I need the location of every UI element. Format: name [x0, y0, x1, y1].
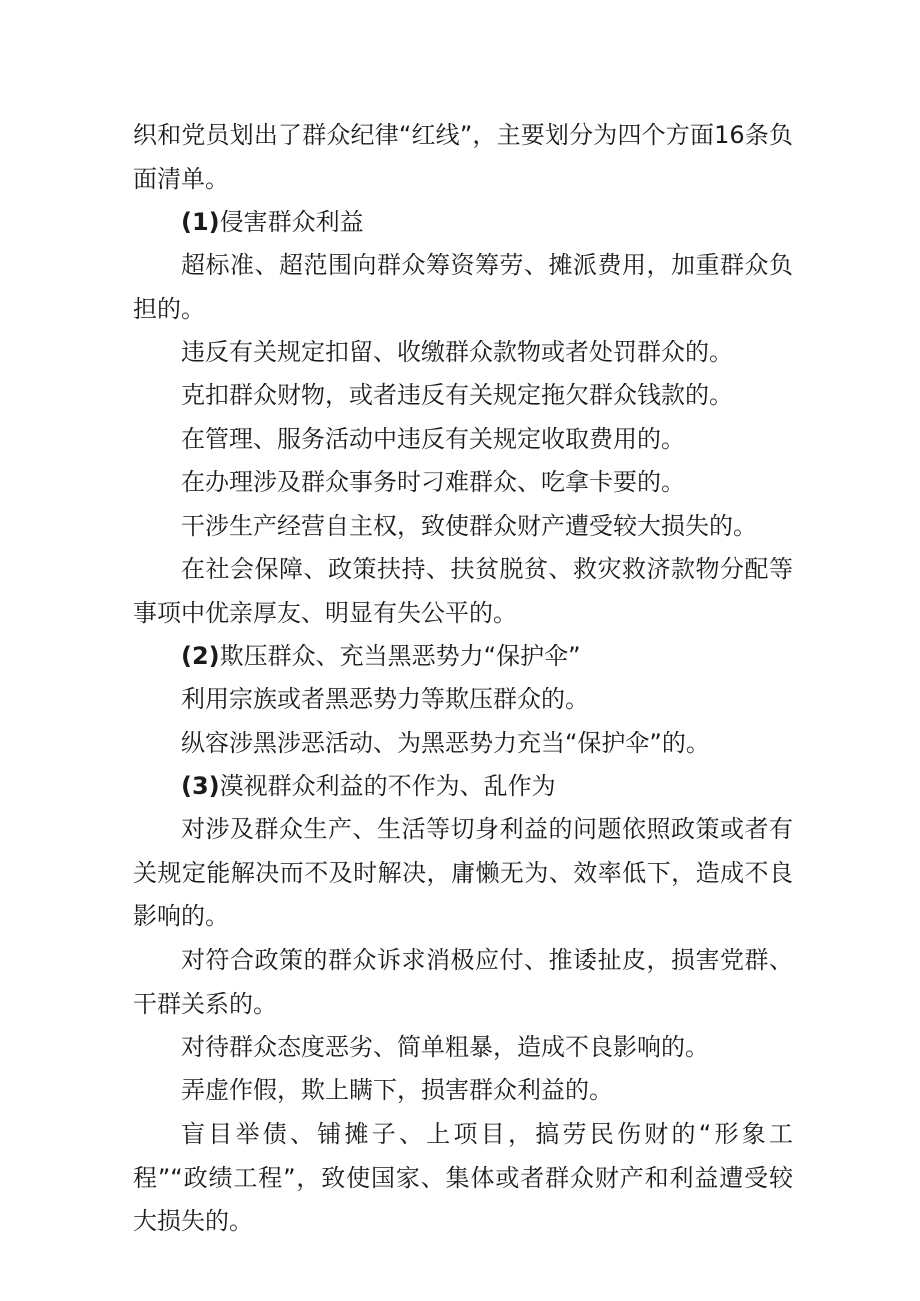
list-item: 对涉及群众生产、生活等切身利益的问题依照政策或者有关规定能解决而不及时解决，庸懒无为、效率低下，造成不良影响的。	[133, 815, 793, 930]
section-title: 侵害群众利益	[219, 208, 364, 236]
list-item: 违反有关规定扣留、收缴群众款物或者处罚群众的。	[181, 338, 733, 366]
list-item: 克扣群众财物，或者违反有关规定拖欠群众钱款的。	[181, 381, 733, 409]
list-item: 在社会保障、政策扶持、扶贫脱贫、救灾救济款物分配等事项中优亲厚友、明显有失公平的。	[133, 555, 793, 627]
section-number: (2)	[181, 642, 220, 670]
list-item: 在办理涉及群众事务时刁难群众、吃拿卡要的。	[181, 468, 685, 496]
list-item: 干涉生产经营自主权，致使群众财产遭受较大损失的。	[181, 512, 757, 540]
list-item: 超标准、超范围向群众筹资筹劳、摊派费用，加重群众负担的。	[133, 251, 793, 323]
section-title: 欺压群众、充当黑恶势力“保护伞”	[219, 642, 581, 670]
paragraph-intro: 织和党员划出了群众纪律“红线”，主要划分为四个方面16条负面清单。	[133, 121, 793, 193]
list-item: 盲目举债、铺摊子、上项目，搞劳民伤财的“形象工程”“政绩工程”，致使国家、集体或者群众财产和利益遭受较大损失的。	[133, 1120, 793, 1235]
list-item: 纵容涉黑涉恶活动、为黑恶势力充当“保护伞”的。	[181, 729, 710, 757]
section-heading-1	[133, 201, 793, 245]
list-item: 利用宗族或者黑恶势力等欺压群众的。	[181, 685, 589, 713]
list-item: 在管理、服务活动中违反有关规定收取费用的。	[181, 425, 685, 453]
section-heading-2	[133, 635, 793, 679]
list-item: 对待群众态度恶劣、简单粗暴，造成不良影响的。	[181, 1033, 709, 1061]
list-item: 弄虚作假，欺上瞒下，损害群众利益的。	[181, 1076, 613, 1104]
section-title: 漠视群众利益的不作为、乱作为	[219, 772, 556, 800]
section-number: (3)	[181, 772, 220, 800]
section-heading-3	[133, 765, 793, 809]
section-number: (1)	[181, 208, 220, 236]
list-item: 对符合政策的群众诉求消极应付、推诿扯皮，损害党群、干群关系的。	[133, 946, 793, 1018]
